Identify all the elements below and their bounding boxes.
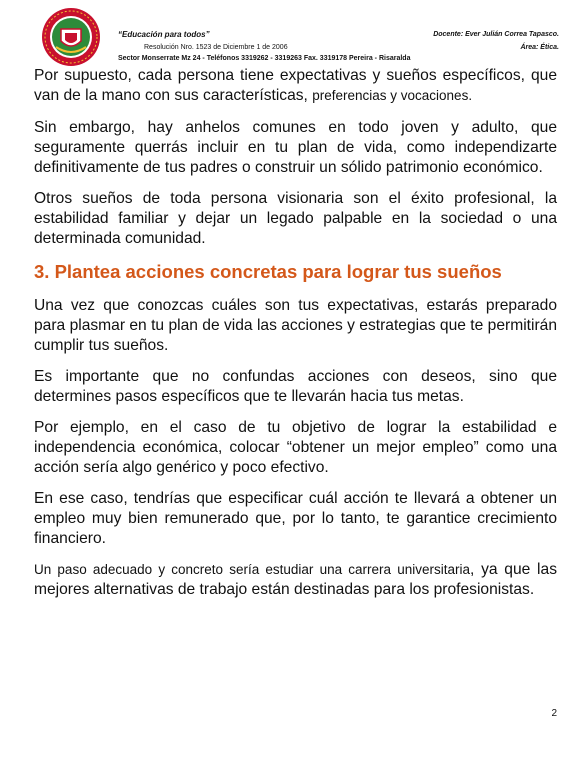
paragraph-6: Por ejemplo, en el caso de tu objetivo de lograr la estabilidad e independencia económica, colocar “obtener un mejor empleo” como una acción sería algo genérico y poco efectivo. — [34, 419, 557, 476]
paragraph-8-main: , ya que las mejores alternativas de trabajo están destinadas para los profesionistas. — [34, 561, 557, 598]
paragraph-1-tail: preferencias y vocaciones. — [312, 88, 473, 103]
paragraph-5: Es importante que no confundas acciones con deseos, sino que determines pasos específicos que te llevarán hacia tus metas. — [34, 368, 557, 405]
page-header — [0, 0, 587, 68]
paragraph-4: Una vez que conozcas cuáles son tus expectativas, estarás preparado para plasmar en tu plan de vida las acciones y estrategias que te permitirán cumplir tus sueños. — [34, 297, 557, 354]
school-seal-logo — [30, 7, 112, 67]
paragraph-8 — [34, 560, 557, 600]
section-heading: 3. Plantea acciones concretas para lograr tus sueños — [34, 261, 502, 282]
school-motto: “Educación para todos” — [118, 30, 210, 39]
resolution-text: Resolución Nro. 1523 de Diciembre 1 de 2006 — [144, 44, 288, 51]
document-body — [34, 66, 557, 611]
paragraph-2: Sin embargo, hay anhelos comunes en todo joven y adulto, que seguramente querrás incluir en tu plan de vida, como independizarte definitivamente de tus padres o construir un sólido patrimonio económico. — [34, 119, 557, 176]
paragraph-1-main: Por supuesto, cada persona tiene expectativas y sueños específicos, que van de la mano con sus características, — [34, 67, 557, 104]
address-text: Sector Monserrate Mz 24 - Teléfonos 3319262 - 3319263 Fax. 3319178 Pereira - Risaralda — [118, 55, 411, 62]
paragraph-7: En ese caso, tendrías que especificar cuál acción te llevará a obtener un empleo muy bien remunerado que, por lo tanto, te garantice crecimiento financiero. — [34, 490, 557, 547]
paragraph-1 — [34, 66, 557, 106]
paragraph-3: Otros sueños de toda persona visionaria son el éxito profesional, la estabilidad familiar y dejar un legado palpable en la sociedad o una determinada comunidad. — [34, 190, 557, 247]
teacher-name: Docente: Ever Julián Correa Tapasco. — [433, 31, 559, 38]
paragraph-8-lead: Un paso adecuado y concreto sería estudiar una carrera universitaria — [34, 562, 470, 577]
subject-area: Área: Ética. — [520, 44, 559, 51]
page-number: 2 — [551, 708, 557, 719]
